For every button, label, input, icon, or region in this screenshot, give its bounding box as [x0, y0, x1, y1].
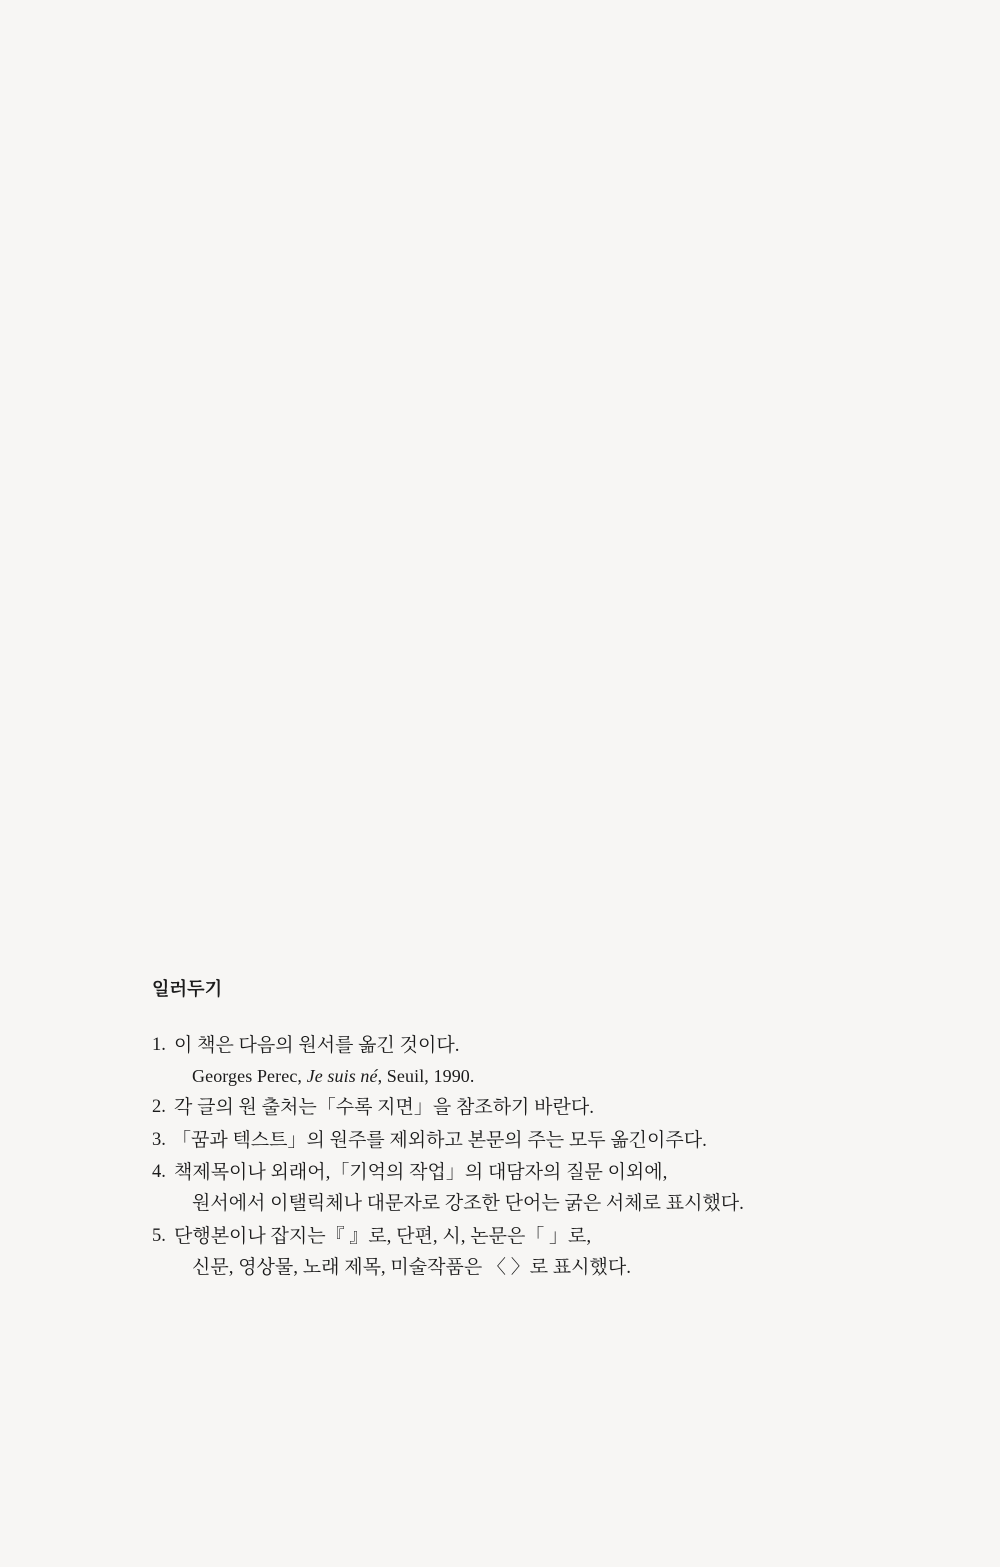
note-body [174, 1093, 892, 1124]
citation-author: Georges Perec, [192, 1065, 307, 1086]
note-body [174, 1031, 892, 1091]
note-number: 5. [152, 1225, 166, 1246]
citation-rest: , Seuil, 1990. [377, 1065, 475, 1086]
note-line: 책제목이나 외래어,「기억의 작업」의 대담자의 질문 이외에, [174, 1162, 668, 1184]
list-item [152, 1126, 892, 1157]
citation-title: Je suis né [306, 1065, 378, 1086]
citation-line [174, 1062, 892, 1091]
page-title: 일러두기 [152, 979, 223, 1000]
note-line: 신문, 영상물, 노래 제목, 미술작품은 〈 〉로 표시했다. [192, 1256, 631, 1278]
editorial-notes-section [152, 975, 892, 1286]
note-line: 이 책은 다음의 원서를 옮긴 것이다. [174, 1035, 460, 1056]
note-body [174, 1222, 892, 1284]
note-number: 2. [152, 1096, 166, 1117]
list-item [152, 1158, 892, 1220]
note-number: 3. [152, 1129, 166, 1150]
note-list [152, 1031, 892, 1284]
note-line: 각 글의 원 출처는「수록 지면」을 참조하기 바란다. [174, 1096, 594, 1118]
note-number: 4. [152, 1162, 166, 1183]
note-body [174, 1158, 892, 1220]
note-line: 「꿈과 텍스트」의 원주를 제외하고 본문의 주는 모두 옮긴이주다. [172, 1129, 707, 1151]
list-item [152, 1031, 892, 1091]
note-number: 1. [152, 1035, 166, 1055]
list-item [152, 1093, 892, 1124]
note-body [174, 1126, 892, 1157]
list-item [152, 1222, 892, 1284]
note-line: 단행본이나 잡지는『 』로, 단편, 시, 논문은「 」로, [174, 1225, 592, 1247]
note-line: 원서에서 이탤릭체나 대문자로 강조한 단어는 굵은 서체로 표시했다. [192, 1193, 744, 1215]
